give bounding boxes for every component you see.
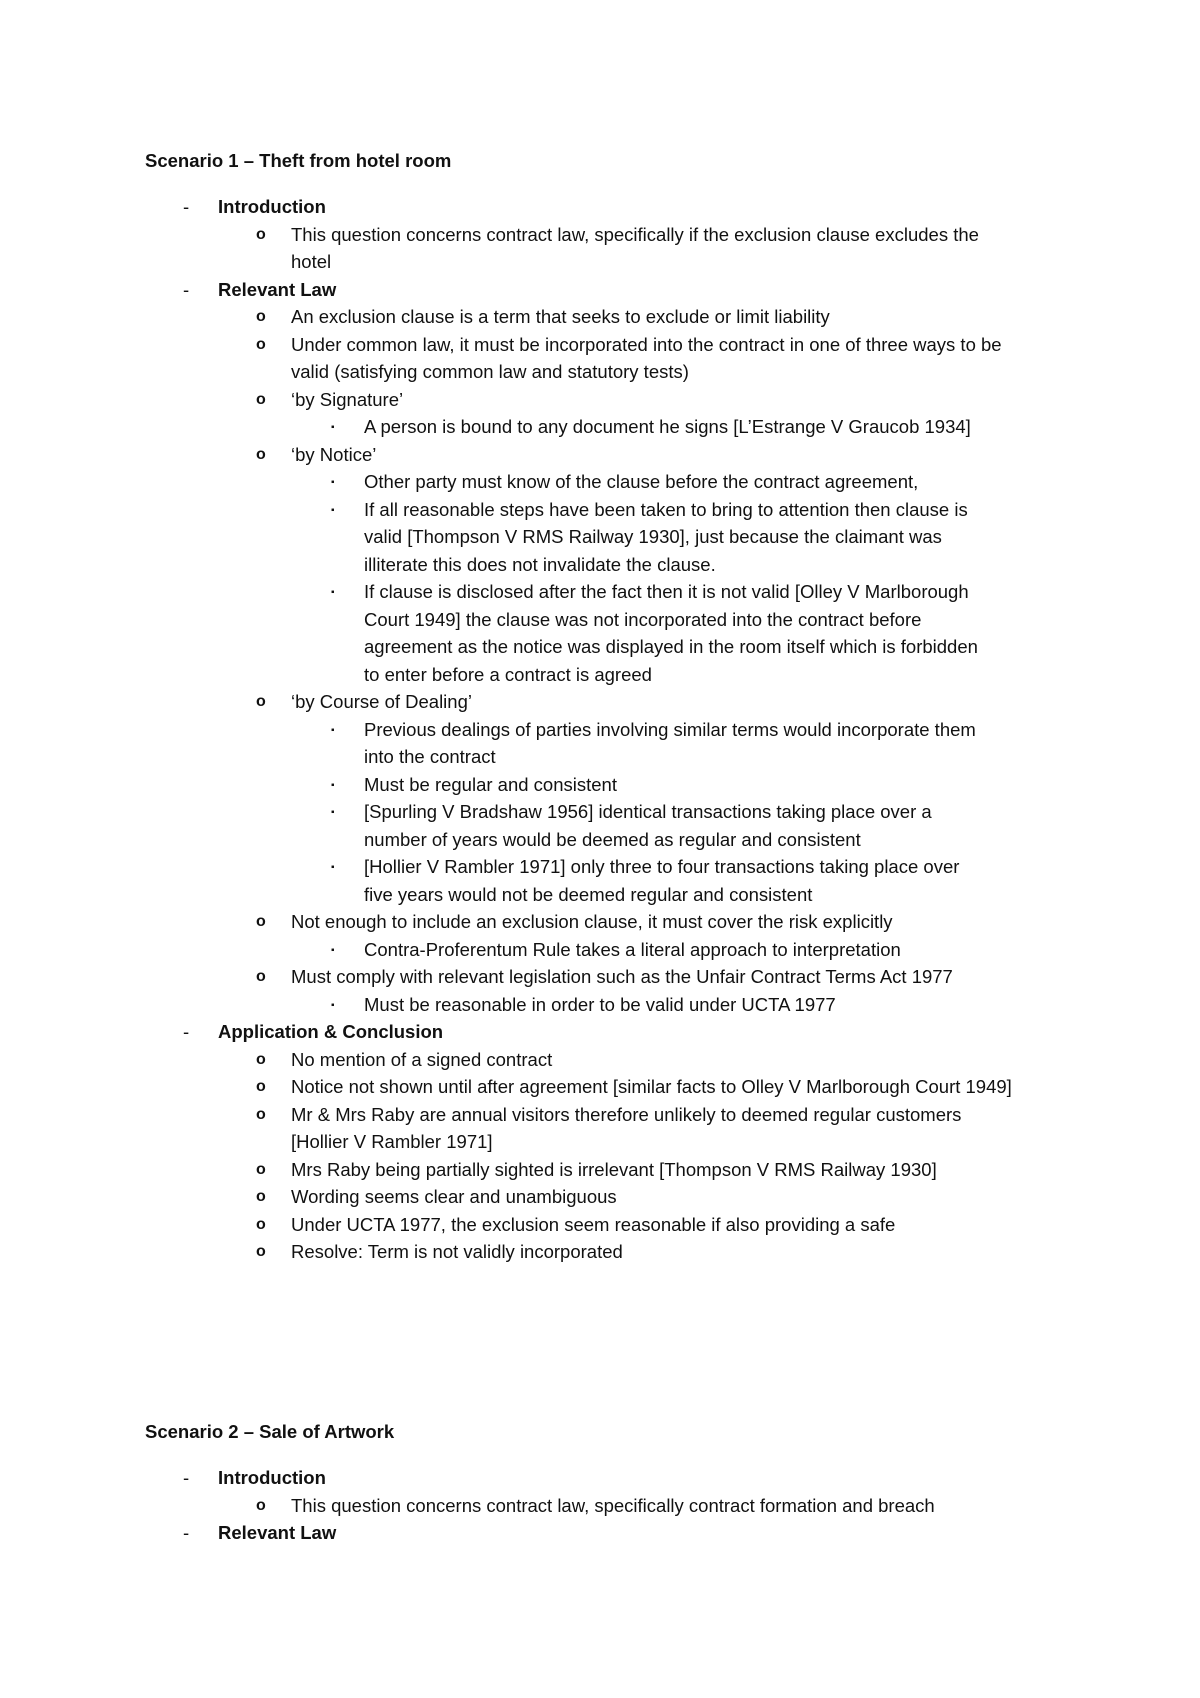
sub-point-text: A person is bound to any document he signs [L’Estrange V Graucob 1934] [364,416,971,437]
point-list [218,303,1013,1018]
sub-point-text: Contra-Proferentum Rule takes a literal approach to interpretation [364,938,901,960]
square-bullet: ▪ [331,422,335,433]
sub-point-text: [Hollier V Rambler 1971] only three to four transactions taking place over five years would not be deemed regular and consistent [364,856,960,905]
scenario-1-outline [145,193,1085,1266]
circle-bullet: o [256,1160,266,1178]
square-bullet: ▪ [331,587,335,598]
point-item [218,908,1013,963]
section-item [145,1464,1085,1519]
point-item [218,1046,1013,1074]
point-list [218,1046,1013,1266]
square-bullet: ▪ [331,779,335,791]
square-bullet: ▪ [331,477,335,488]
point-item [218,1492,1013,1520]
section-label: Relevant Law [218,1522,337,1543]
point-item [218,1238,1013,1266]
dash-bullet: - [183,1021,190,1042]
point-item [218,1101,1013,1156]
point-item [218,1183,1013,1211]
square-bullet: ▪ [331,504,335,516]
sub-point-text: Previous dealings of parties involving similar terms would incorporate them into the contract [364,718,976,767]
sub-point-item [291,991,991,1019]
point-list [218,221,1013,276]
sub-point-item [291,798,991,853]
sub-point-item [291,716,991,771]
sub-point-list [291,468,991,688]
point-item [218,1211,1013,1239]
sub-point-list [291,716,991,909]
point-text: Under common law, it must be incorporated into the contract in one of three ways to be valid (satisfying common law and statutory tests) [291,333,1002,382]
point-text: Notice not shown until after agreement [similar facts to Olley V Marlborough Court 1949] [291,1076,1012,1097]
section-item [145,193,1085,276]
point-item [218,1073,1013,1101]
sub-point-list [291,991,991,1019]
point-text: Mrs Raby being partially sighted is irrelevant [Thompson V RMS Railway 1930] [291,1158,937,1180]
scenario-1-heading: Scenario 1 – Theft from hotel room [145,150,452,171]
circle-bullet: o [256,1496,266,1514]
point-text: ‘by Course of Dealing’ [291,691,472,712]
section-item [145,1018,1085,1266]
section-label: Introduction [218,196,326,217]
point-text: ‘by Notice’ [291,443,377,465]
section-label: Relevant Law [218,278,337,300]
dash-bullet: - [183,1467,190,1488]
point-text: This question concerns contract law, specifically if the exclusion clause excludes the hotel [291,223,979,272]
section-item [145,1519,1085,1547]
circle-bullet: o [256,1188,266,1205]
circle-bullet: o [256,445,266,463]
dash-bullet: - [183,1522,190,1543]
circle-bullet: o [256,1243,266,1260]
circle-bullet: o [256,1215,266,1233]
sub-point-text: Must be regular and consistent [364,773,617,795]
circle-bullet: o [256,225,266,243]
circle-bullet: o [256,693,266,710]
point-text: Under UCTA 1977, the exclusion seem reasonable if also providing a safe [291,1213,896,1235]
point-item [218,688,1013,908]
point-text: Must comply with relevant legislation such as the Unfair Contract Terms Act 1977 [291,966,953,987]
point-text: ‘by Signature’ [291,388,404,410]
point-item [218,221,1013,276]
circle-bullet: o [256,1105,266,1123]
sub-point-item [291,771,991,799]
point-text: This question concerns contract law, specifically contract formation and breach [291,1494,935,1516]
point-item [218,331,1013,386]
point-item [218,386,1013,441]
circle-bullet: o [256,308,266,325]
square-bullet: ▪ [331,944,335,956]
sub-point-item [291,468,991,496]
scenario-2-heading: Scenario 2 – Sale of Artwork [145,1421,395,1442]
section-label: Introduction [218,1467,326,1488]
point-text: Resolve: Term is not validly incorporated [291,1241,623,1262]
sub-point-list [291,936,991,964]
point-text: No mention of a signed contract [291,1048,553,1070]
sub-point-text: Must be reasonable in order to be valid under UCTA 1977 [364,993,836,1015]
sub-point-item [291,496,991,579]
point-text: Wording seems clear and unambiguous [291,1186,617,1207]
circle-bullet: o [256,913,266,930]
circle-bullet: o [256,1050,266,1068]
sub-point-text: Other party must know of the clause before the contract agreement, [364,471,919,492]
point-text: Mr & Mrs Raby are annual visitors therefore unlikely to deemed regular customers [Hollier V Rambler 1971] [291,1103,962,1152]
scenario-2-outline [145,1464,1085,1547]
sub-point-item [291,936,991,964]
sub-point-text: If clause is disclosed after the fact then it is not valid [Olley V Marlborough Court 1949] the clause was not incorporated into the contract before agreement as the notice was displayed in the room itself which is forbidden to enter before a contract is agreed [364,581,978,685]
point-text: An exclusion clause is a term that seeks to exclude or limit liability [291,306,830,327]
square-bullet: ▪ [331,807,335,818]
circle-bullet: o [256,390,266,408]
point-item [218,1156,1013,1184]
section-label: Application & Conclusion [218,1021,444,1042]
point-text: Not enough to include an exclusion clause, it must cover the risk explicitly [291,911,893,932]
sub-point-list [291,413,991,441]
point-item [218,441,1013,689]
dash-bullet: - [183,196,190,217]
sub-point-item [291,413,991,441]
point-list [218,1492,1013,1520]
sub-point-text: [Spurling V Bradshaw 1956] identical transactions taking place over a number of years would be deemed as regular and consistent [364,801,932,850]
circle-bullet: o [256,335,266,353]
square-bullet: ▪ [331,999,335,1011]
circle-bullet: o [256,968,266,985]
square-bullet: ▪ [331,862,335,873]
sub-point-item [291,578,991,688]
sub-point-text: If all reasonable steps have been taken to bring to attention then clause is valid [Thompson V RMS Railway 1930], just because the claimant was illiterate this does not invalidate the clause. [364,498,968,575]
circle-bullet: o [256,1078,266,1095]
square-bullet: ▪ [331,724,335,736]
section-item [145,276,1085,1019]
point-item [218,963,1013,1018]
point-item [218,303,1013,331]
dash-bullet: - [183,278,190,300]
sub-point-item [291,853,991,908]
